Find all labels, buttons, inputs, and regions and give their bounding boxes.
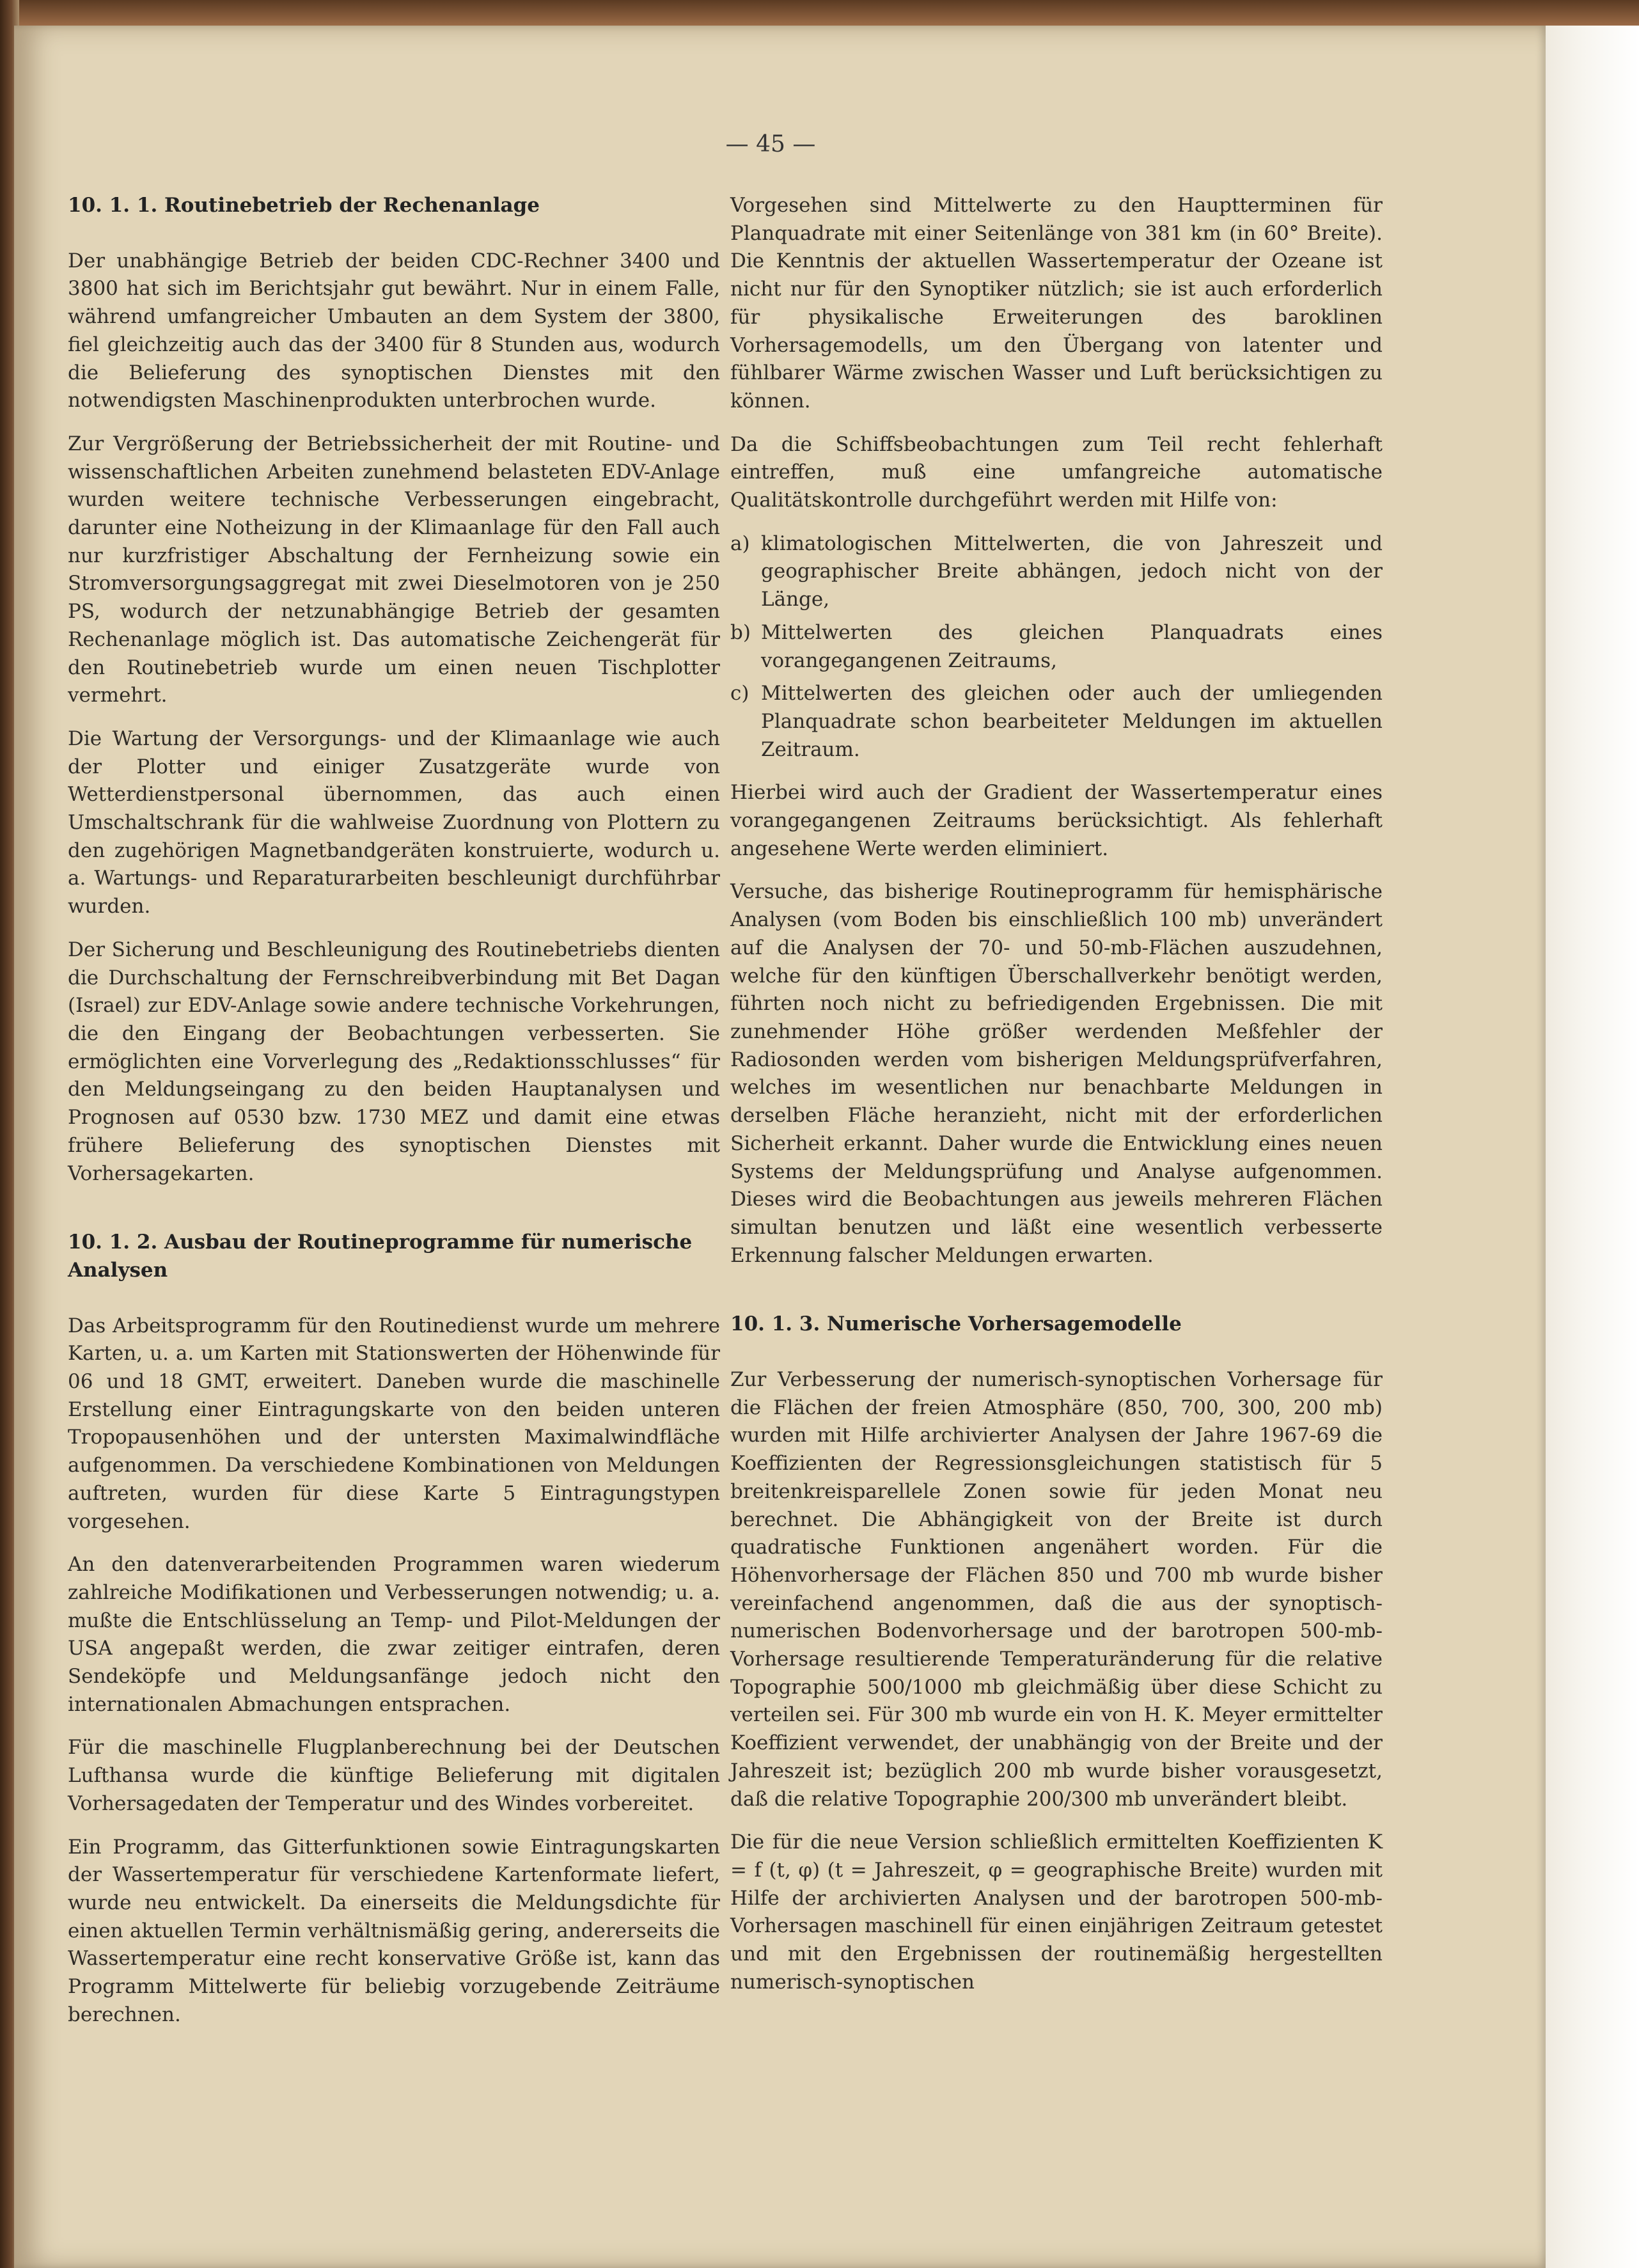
list-item xyxy=(730,619,1383,675)
paragraph: Für die maschinelle Flugplanberechnung bei der Deutschen Lufthansa wurde die künftige Belieferung mit digitalen Vorhersagedaten der Temperatur und des Windes vorbereitet. xyxy=(68,1736,720,1815)
list-item xyxy=(730,530,1383,614)
page-number: — 45 — xyxy=(725,131,816,157)
list-text: Mittelwerten des gleichen oder auch der umliegenden Planquadrate schon bearbeiteter Meldungen im aktuellen Zeitraum. xyxy=(761,682,1383,761)
list-text: Mittelwerten des gleichen Planquadrats eines vorangegangenen Zeitraums, xyxy=(761,620,1383,672)
section-heading-10-1-1: 10. 1. 1. Routinebetrieb der Rechenanlage xyxy=(68,194,540,217)
paragraph: Ein Programm, das Gitterfunktionen sowie Eintragungskarten der Wassertemperatur für verschiedene Kartenformate liefert, wurde neu entwickelt. Da einerseits die Meldungsdichte für einen aktuellen Termin verhältnismäßig gering, andererseits die Wassertemperatur eine recht konservative Größe ist, kann das Programm Mittelwerte für beliebig vorzugebende Zeiträume berechnen. xyxy=(68,1835,720,2026)
paragraph: Versuche, das bisherige Routineprogramm für hemisphärische Analysen (vom Boden bis einschließlich 100 mb) unverändert auf die Analysen der 70- und 50-mb-Flächen auszudehnen, welche für den künftigen Überschallverkehr benötigt werden, führten noch nicht zu befriedigenden Ergebnissen. Die mit zunehmender Höhe größer werdenden Meßfehler der Radiosonden werden vom bisherigen Meldungsprüfverfahren, welches im wesentlichen nur benachbarte Meldungen in derselben Fläche heranzieht, nicht mit der erforderlichen Sicherheit erkannt. Daher wurde die Entwicklung eines neuen Systems der Meldungsprüfung und Analyse aufgenommen. Dieses wird die Beobachtungen aus jeweils mehreren Flächen simultan benutzen und läßt eine wesentlich verbesserte Erkennung falscher Meldungen erwarten. xyxy=(730,880,1383,1267)
paragraph: Zur Verbesserung der numerisch-synoptischen Vorhersage für die Flächen der freien Atmosphäre (850, 700, 300, 200 mb) wurden mit Hilfe archivierter Analysen der Jahre 1967-69 die Koeffizienten der Regressionsgleichungen statistisch für 5 breitenkreisparellele Zonen sowie für jeden Monat neu berechnet. Die Abhängigkeit von der Breite ist durch quadratische Funktionen angenähert worden. Für die Höhenvorhersage der Flächen 850 und 700 mb wurde bisher vereinfachend angenommen, daß die aus der synoptisch-numerischen Bodenvorhersage und der barotropen 500-mb-Vorhersage resultierende Temperaturänderung für die relative Topographie 500/1000 mb gleichmäßig über diese Schicht zu verteilen sei. Für 300 mb wurde ein von H. K. Meyer ermittelter Koeffizient verwendet, der unabhängig von der Breite und der Jahreszeit ist; bezüglich 200 mb wurde bisher vorausgesetzt, daß die relative Topographie 200/300 mb unverändert bleibt. xyxy=(730,1368,1383,1811)
paragraph: Der unabhängige Betrieb der beiden CDC-Rechner 3400 und 3800 hat sich im Berichtsjahr gut bewährt. Nur in einem Falle, während umfangreicher Umbauten an dem System der 3800, fiel gleichzeitig auch das der 3400 für 8 Stunden aus, wodurch die Belieferung des synoptischen Dienstes mit den notwendigsten Maschinenprodukten unterbrochen wurde. xyxy=(68,249,720,413)
paragraph: An den datenverarbeitenden Programmen waren wiederum zahlreiche Modifikationen und Verbesserungen notwendig; u. a. mußte die Entschlüsselung an Temp- und Pilot-Meldungen der USA angepaßt werden, die zwar zeitiger eintrafen, deren Sendeköpfe und Meldungsanfänge jedoch nicht den internationalen Abmachungen entsprachen. xyxy=(68,1553,720,1716)
list-label: a) xyxy=(730,532,750,555)
list-label: b) xyxy=(730,620,751,644)
right-column xyxy=(730,192,1383,2012)
list-item xyxy=(730,680,1383,764)
paragraph: Der Sicherung und Beschleunigung des Routinebetriebs dienten die Durchschaltung der Fernschreibverbindung mit Bet Dagan (Israel) zur EDV-Anlage sowie andere technische Vorkehrungen, die den Eingang der Beobachtungen verbesserten. Sie ermöglichten eine Vorverlegung des „Redaktionsschlusses“ für den Meldungseingang zu den beiden Hauptanalysen und Prognosen auf 0530 bzw. 1730 MEZ und damit eine etwas frühere Belieferung des synoptischen Dienstes mit Vorhersagekarten. xyxy=(68,938,720,1185)
left-column xyxy=(68,192,720,2044)
paragraph: Vorgesehen sind Mittelwerte zu den Hauptterminen für Planquadrate mit einer Seitenlänge von 381 km (in 60° Breite). Die Kenntnis der aktuellen Wassertemperatur der Ozeane ist nicht nur für den Synoptiker nützlich; sie ist auch erforderlich für physikalische Erweiterungen des baroklinen Vorhersagemodells, um den Übergang von latenter und fühlbarer Wärme zwischen Wasser und Luft berücksichtigen zu können. xyxy=(730,194,1383,413)
section-heading-10-1-2: 10. 1. 2. Ausbau der Routineprogramme für numerische Analysen xyxy=(68,1231,693,1282)
paragraph: Hierbei wird auch der Gradient der Wassertemperatur eines vorangegangenen Zeitraums berücksichtigt. Als fehlerhaft angesehene Werte werden eliminiert. xyxy=(730,781,1383,860)
section-heading-10-1-3: 10. 1. 3. Numerische Vorhersagemodelle xyxy=(730,1312,1182,1336)
paragraph: Die für die neue Version schließlich ermittelten Koeffizienten K = f (t, φ) (t = Jahreszeit, φ = geographische Breite) wurden mit Hilfe der archivierten Analysen und der barotropen 500-mb-Vorhersagen maschinell für einen einjährigen Zeitraum getestet und mit den Ergebnissen der routinemäßig hergestellten numerisch-synoptischen xyxy=(730,1831,1383,1994)
paragraph: Das Arbeitsprogramm für den Routinedienst wurde um mehrere Karten, u. a. um Karten mit Stationswerten der Höhenwinde für 06 und 18 GMT, erweitert. Daneben wurde die maschinelle Erstellung einer Eintragungskarte von den beiden unteren Tropopausenhöhen und der untersten Maximalwindfläche aufgenommen. Da verschiedene Kombinationen von Meldungen auftreten, wurden für diese Karte 5 Eintragungstypen vorgesehen. xyxy=(68,1314,720,1533)
background-top xyxy=(14,0,1639,26)
page-edge xyxy=(1546,26,1639,2268)
paragraph: Die Wartung der Versorgungs- und der Klimaanlage wie auch der Plotter und einiger Zusatzgeräte wurde von Wetterdienstpersonal übernommen, das auch einen Umschaltschrank für die wahlweise Zuordnung von Plottern zu den zugehörigen Magnetbandgeräten konstruierte, wodurch u. a. Wartungs- und Reparaturarbeiten beschleunigt durchführbar wurden. xyxy=(68,727,720,918)
list-label: c) xyxy=(730,682,749,705)
quality-control-list xyxy=(730,530,1383,764)
paragraph: Zur Vergrößerung der Betriebssicherheit der mit Routine- und wissenschaftlichen Arbeiten zunehmend belasteten EDV-Anlage wurden weitere technische Verbesserungen eingebracht, darunter eine Notheizung in der Klimaanlage für den Fall auch nur kurzfristiger Abschaltung der Fernheizung sowie ein Stromversorgungsaggregat mit zwei Dieselmotoren von je 250 PS, wodurch der netzunabhängige Betrieb der gesamten Rechenanlage möglich ist. Das automatische Zeichengerät für den Routinebetrieb wurde um einen neuen Tischplotter vermehrt. xyxy=(68,432,720,707)
list-text: klimatologischen Mittelwerten, die von Jahreszeit und geographischer Breite abhängen, jedoch nicht von der Länge, xyxy=(761,532,1383,611)
paragraph: Da die Schiffsbeobachtungen zum Teil recht fehlerhaft eintreffen, muß eine umfangreiche automatische Qualitätskontrolle durchgeführt werden mit Hilfe von: xyxy=(730,432,1383,512)
